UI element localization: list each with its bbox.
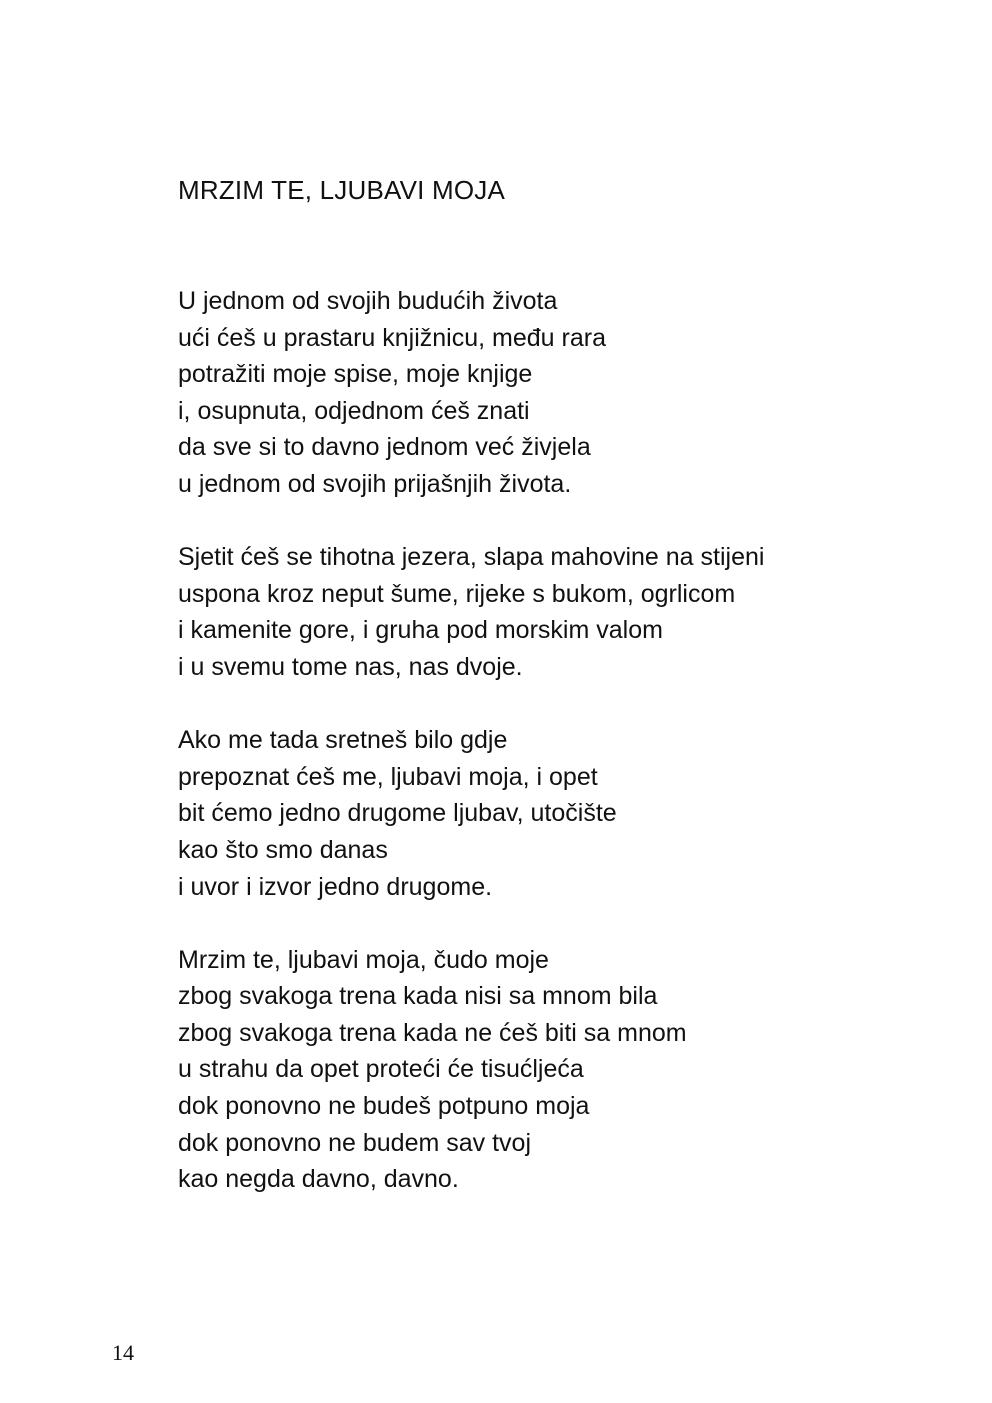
poem-line: i u svemu tome nas, nas dvoje. [178, 652, 523, 681]
poem-line: u strahu da opet proteći će tisućljeća [178, 1055, 584, 1084]
poem-line: potražiti moje spise, moje knjige [178, 360, 533, 389]
poem-line: da sve si to davno jednom već živjela [178, 433, 591, 462]
poem-line: zbog svakoga trena kada ne ćeš biti sa mnom [178, 1018, 687, 1047]
stanza-3 [178, 722, 968, 905]
poem-line: i kamenite gore, i gruha pod morskim valom [178, 616, 663, 645]
poem-line: i, osupnuta, odjednom ćeš znati [178, 396, 530, 425]
poem-line: dok ponovno ne budeš potpuno moja [178, 1092, 590, 1121]
poem-line: U jednom od svojih budućih života [178, 287, 558, 315]
poem-line: kao negda davno, davno. [178, 1165, 459, 1194]
page-number: 14 [112, 1340, 134, 1365]
poem-line: prepoznat ćeš me, ljubavi moja, i opet [178, 762, 598, 791]
poem-line: zbog svakoga trena kada nisi sa mnom bila [178, 982, 658, 1011]
poem-line: i uvor i izvor jedno drugome. [178, 872, 493, 901]
stanza-2 [178, 539, 968, 685]
poem-line: kao što smo danas [178, 835, 388, 864]
stanza-1 [178, 283, 968, 503]
poem-line: Ako me tada sretneš bilo gdje [178, 726, 508, 755]
poem-line: u jednom od svojih prijašnjih života. [178, 469, 572, 498]
poem-line: bit ćemo jedno drugome ljubav, utočište [178, 799, 617, 828]
poem-line: dok ponovno ne budem sav tvoj [178, 1128, 532, 1157]
stanza-4 [178, 942, 968, 1198]
poem-line: Mrzim te, ljubavi moja, čudo moje [178, 945, 549, 974]
poem-line: Sjetit ćeš se tihotna jezera, slapa mahovine na stijeni [178, 543, 765, 572]
poem-body [178, 283, 968, 1234]
poem-line: uspona kroz neput šume, rijeke s bukom, ogrlicom [178, 579, 736, 608]
poem-line: ući ćeš u prastaru knjižnicu, među rara [178, 323, 606, 352]
poem-title: MRZIM TE, LJUBAVI MOJA [178, 175, 506, 205]
